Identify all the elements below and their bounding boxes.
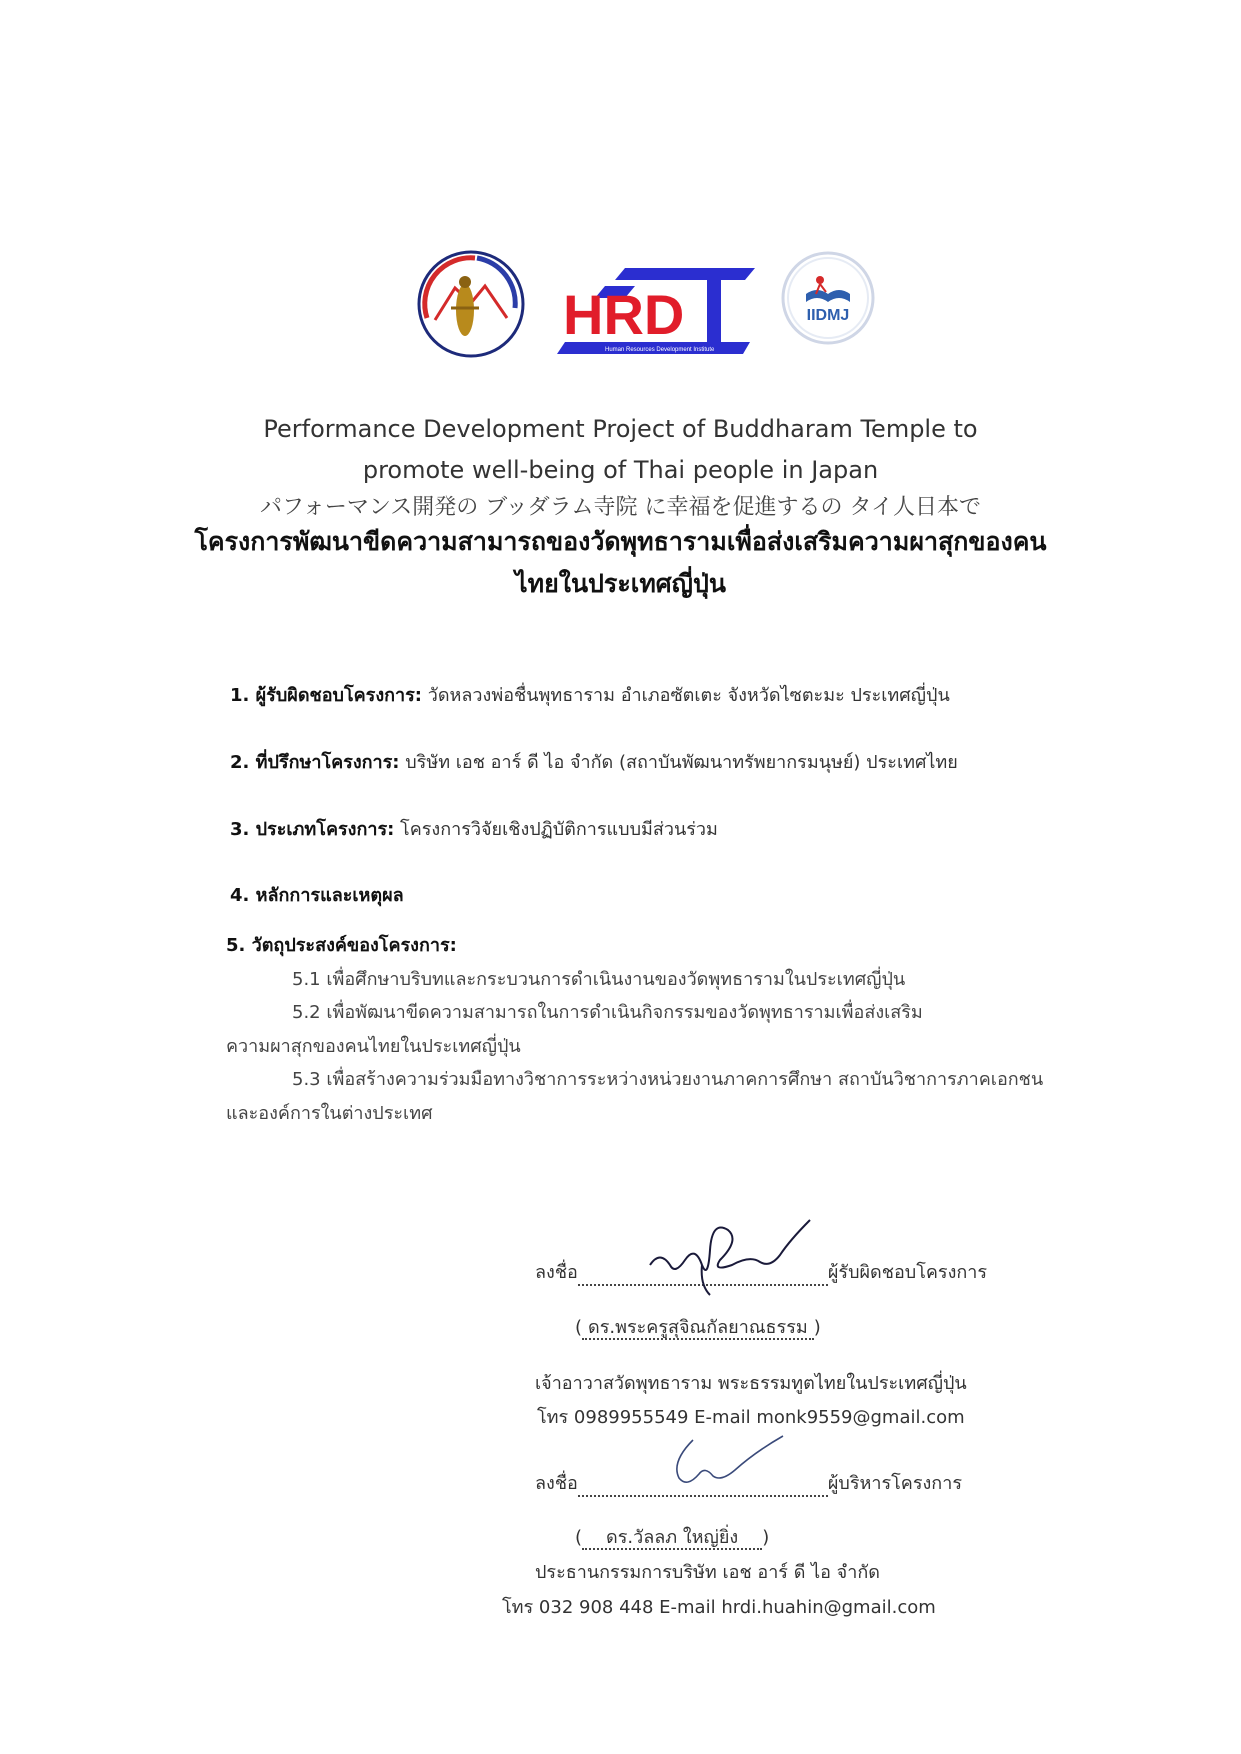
item-advisor — [230, 747, 958, 776]
objective-5-2: 5.2 เพื่อพัฒนาขีดความสามารถในการดำเนินกิจกรรมของวัดพุทธารามเพื่อส่งเสริม — [292, 1002, 923, 1023]
objective-5-2-cont: ความผาสุกของคนไทยในประเทศญี่ปุ่น — [226, 1036, 521, 1057]
handwritten-signature-1 — [640, 1210, 840, 1300]
item-type — [230, 814, 718, 843]
title-th-line2: ไทยในประเทศญี่ปุ่น — [515, 569, 726, 598]
signer-position-1: เจ้าอาวาสวัดพุทธาราม พระธรรมทูตไทยในประเทศญี่ปุ่น — [535, 1373, 967, 1394]
objective-5-3-cont: และองค์การในต่างประเทศ — [226, 1103, 433, 1124]
temple-logo — [415, 248, 527, 360]
handwritten-signature-2 — [665, 1432, 795, 1492]
sign-label: ลงชื่อ — [535, 1262, 578, 1283]
signer-contact-1: โทร 0989955549 E-mail monk9559@gmail.com — [537, 1407, 965, 1428]
iidmj-logo — [780, 250, 876, 346]
item-objectives — [226, 930, 457, 959]
logo-bar — [0, 240, 1241, 380]
item-label: 5. วัตถุประสงค์ของโครงการ: — [226, 935, 457, 956]
svg-text:Human Resources Development In: Human Resources Development Institute — [605, 347, 715, 353]
item-value: วัดหลวงพ่อชื่นพุทธาราม อำเภอซัตเตะ จังหวัดไซตะมะ ประเทศญี่ปุ่น — [427, 685, 950, 706]
item-label: 4. หลักการและเหตุผล — [230, 885, 404, 906]
title-en-line2: promote well-being of Thai people in Japan — [362, 456, 879, 484]
item-responsible — [230, 680, 950, 709]
objective-5-3: 5.3 เพื่อสร้างความร่วมมือทางวิชาการระหว่างหน่วยงานภาคการศึกษา สถาบันวิชาการภาคเอกชน — [292, 1069, 1044, 1090]
signer-name: ดร.พระครูสุจิณกัลยาณธรรม — [582, 1317, 814, 1340]
signature-role: ผู้บริหารโครงการ — [827, 1473, 962, 1494]
signer-contact-2: โทร 032 908 448 E-mail hrdi.huahin@gmail.com — [502, 1597, 936, 1618]
signature-role: ผู้รับผิดชอบโครงการ — [827, 1262, 988, 1283]
signer-name-2: ( ดร.วัลลภ ใหญ่ยิ่ง ) — [575, 1527, 770, 1548]
svg-text:IIDMJ: IIDMJ — [806, 307, 850, 324]
objective-5-1: 5.1 เพื่อศึกษาบริบทและกระบวนการดำเนินงานของวัดพุทธารามในประเทศญี่ปุ่น — [292, 969, 906, 990]
signer-name: ดร.วัลลภ ใหญ่ยิ่ง — [582, 1527, 762, 1550]
item-label: 2. ที่ปรึกษาโครงการ: — [230, 752, 400, 773]
item-value: โครงการวิจัยเชิงปฏิบัติการแบบมีส่วนร่วม — [400, 819, 718, 840]
item-rationale — [230, 880, 404, 909]
item-label: 1. ผู้รับผิดชอบโครงการ: — [230, 685, 422, 706]
item-value: บริษัท เอช อาร์ ดี ไอ จำกัด (สถาบันพัฒนาทรัพยากรมนุษย์) ประเทศไทย — [405, 752, 958, 773]
title-en-line1: Performance Development Project of Buddharam Temple to — [263, 415, 978, 443]
signer-name-1: ( ดร.พระครูสุจิณกัลยาณธรรม ) — [575, 1317, 821, 1338]
signer-position-2: ประธานกรรมการบริษัท เอช อาร์ ดี ไอ จำกัด — [535, 1562, 880, 1583]
svg-text:HRD: HRD — [563, 283, 685, 346]
item-label: 3. ประเภทโครงการ: — [230, 819, 395, 840]
title-th-line1: โครงการพัฒนาขีดความสามารถของวัดพุทธารามเพื่อส่งเสริมความผาสุกของคน — [194, 527, 1047, 556]
title-jp: パフォーマンス開発の ブッダラム寺院 に幸福を促進するの タイ人日本で — [259, 495, 982, 520]
hrdi-logo — [545, 268, 757, 358]
sign-label: ลงชื่อ — [535, 1473, 578, 1494]
